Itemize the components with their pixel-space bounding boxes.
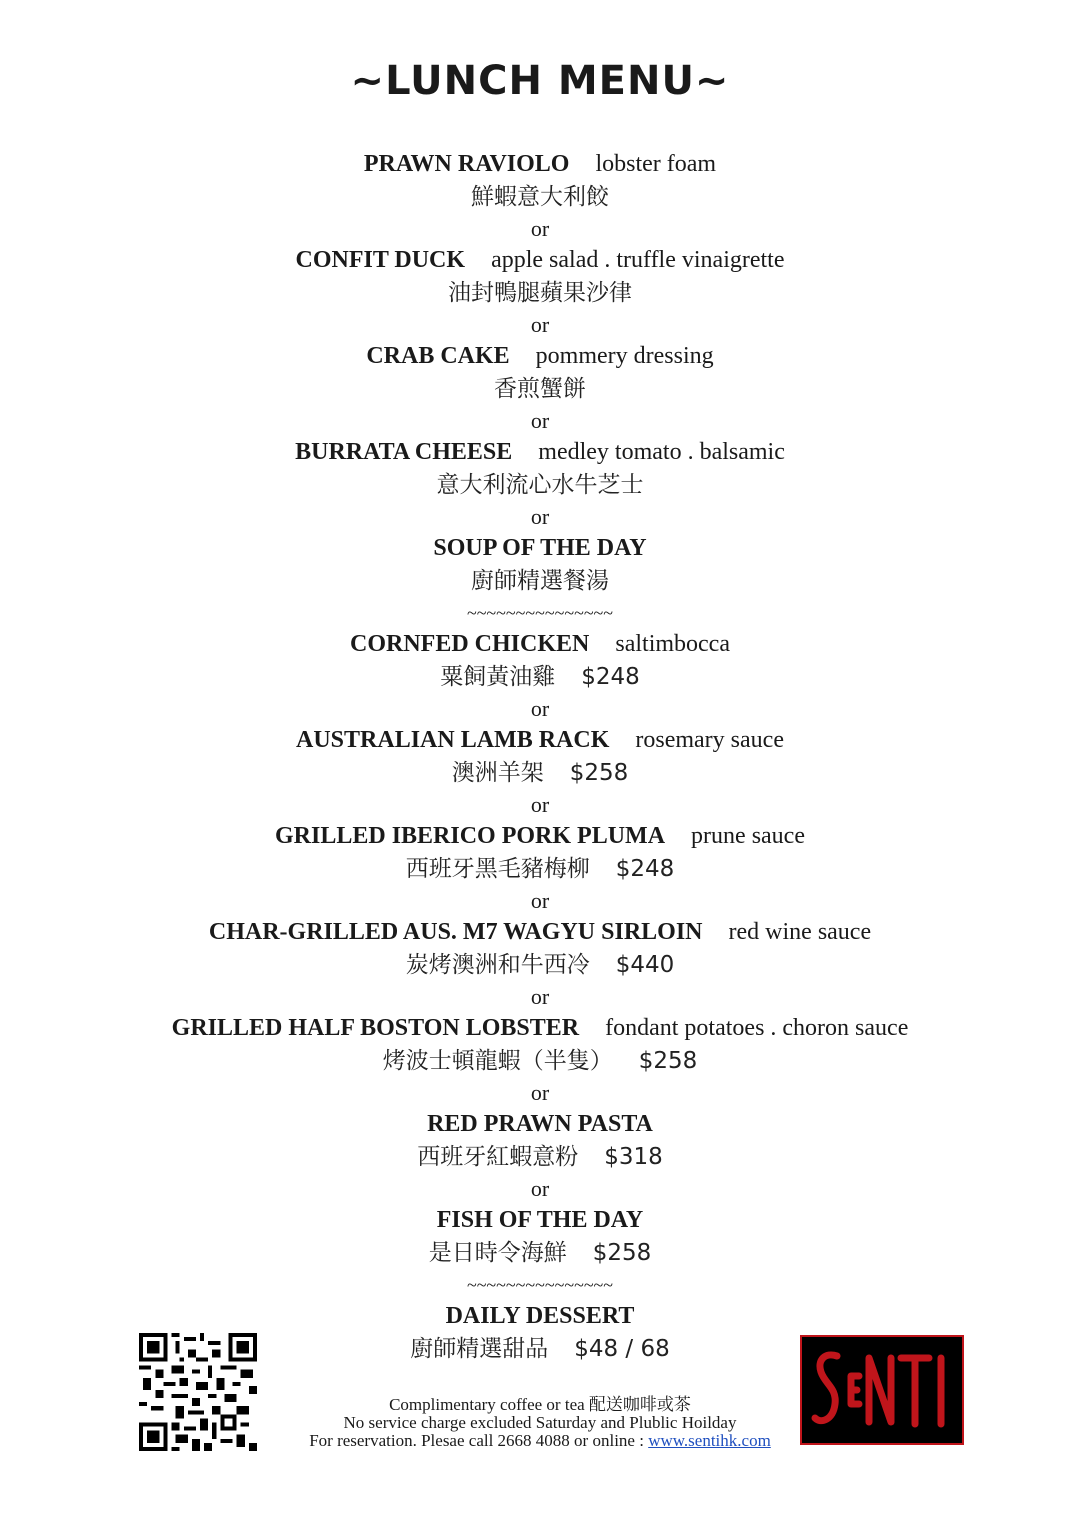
footer-complimentary: Complimentary coffee or tea 配送咖啡或茶	[389, 1395, 691, 1414]
menu-item-chinese: 烤波士頓龍蝦（半隻） $258	[382, 1048, 698, 1074]
price: $48 / 68	[574, 1336, 670, 1362]
menu-item-chinese: 意大利流心水牛芝士	[436, 472, 644, 498]
price: $258	[638, 1048, 698, 1074]
website-link[interactable]: www.sentihk.com	[648, 1431, 771, 1450]
or-separator: or	[530, 504, 550, 529]
or-separator: or	[530, 984, 550, 1009]
menu-item-name: BURRATA CHEESE medley tomato . balsamic	[295, 439, 785, 465]
menu-item-name: FISH OF THE DAY	[436, 1207, 644, 1233]
menu-item-name: PRAWN RAVIOLO lobster foam	[363, 151, 717, 177]
dessert-name: DAILY DESSERT	[445, 1303, 635, 1329]
menu-item-name: CHAR-GRILLED AUS. M7 WAGYU SIRLOIN red wine sauce	[208, 919, 872, 945]
or-separator: or	[530, 1080, 550, 1105]
menu-item-name: AUSTRALIAN LAMB RACK rosemary sauce	[296, 727, 784, 753]
price: $248	[615, 856, 675, 882]
or-separator: or	[530, 888, 550, 913]
or-separator: or	[530, 792, 550, 817]
menu-item-chinese: 澳洲羊架 $258	[451, 760, 629, 786]
menu-item-chinese: 香煎蟹餅	[494, 376, 586, 402]
menu-item-name: CONFIT DUCK apple salad . truffle vinaigrette	[295, 247, 785, 273]
price: $248	[581, 664, 640, 690]
tilde-divider: ~~~~~~~~~~~~~~~	[466, 1275, 614, 1295]
or-separator: or	[530, 408, 550, 433]
price: $258	[592, 1240, 652, 1266]
menu-item-chinese: 粟飼黃油雞 $248	[440, 664, 640, 690]
footer-reservation: For reservation. Plesae call 2668 4088 or online : www.sentihk.com	[309, 1431, 771, 1450]
menu-item-chinese: 廚師精選餐湯	[471, 568, 609, 594]
menu-item-chinese: 西班牙黑毛豬梅柳 $248	[405, 856, 675, 882]
or-separator: or	[530, 216, 550, 241]
or-separator: or	[530, 1176, 550, 1201]
menu-item-name: SOUP OF THE DAY	[433, 535, 647, 561]
menu-item-chinese: 是日時令海鮮 $258	[428, 1240, 652, 1266]
footer	[0, 1396, 1080, 1450]
or-separator: or	[530, 696, 550, 721]
tilde-divider: ~~~~~~~~~~~~~~~	[466, 603, 614, 623]
menu-item-chinese: 西班牙紅蝦意粉 $318	[417, 1144, 663, 1170]
menu-item-name: GRILLED IBERICO PORK PLUMA prune sauce	[275, 823, 805, 849]
dessert-chinese: 廚師精選甜品 $48 / 68	[410, 1336, 670, 1362]
menu-item-name: CORNFED CHICKEN saltimbocca	[350, 631, 730, 657]
menu-item-name: CRAB CAKE pommery dressing	[366, 343, 714, 369]
menu-item-chinese: 鮮蝦意大利餃	[471, 184, 609, 210]
or-separator: or	[530, 312, 550, 337]
menu-title: ~LUNCH MENU~	[350, 58, 730, 104]
price: $258	[569, 760, 629, 786]
footer-service-charge: No service charge excluded Saturday and Plublic Hoilday	[343, 1413, 737, 1432]
menu-list	[0, 148, 1080, 1366]
price: $440	[615, 952, 675, 978]
price: $318	[604, 1144, 663, 1170]
menu-item-name: RED PRAWN PASTA	[427, 1111, 653, 1137]
menu-item-chinese: 油封鴨腿蘋果沙律	[448, 280, 632, 306]
menu-item-name: GRILLED HALF BOSTON LOBSTER fondant potatoes . choron sauce	[171, 1015, 909, 1041]
menu-item-chinese: 炭烤澳洲和牛西冷 $440	[405, 952, 675, 978]
